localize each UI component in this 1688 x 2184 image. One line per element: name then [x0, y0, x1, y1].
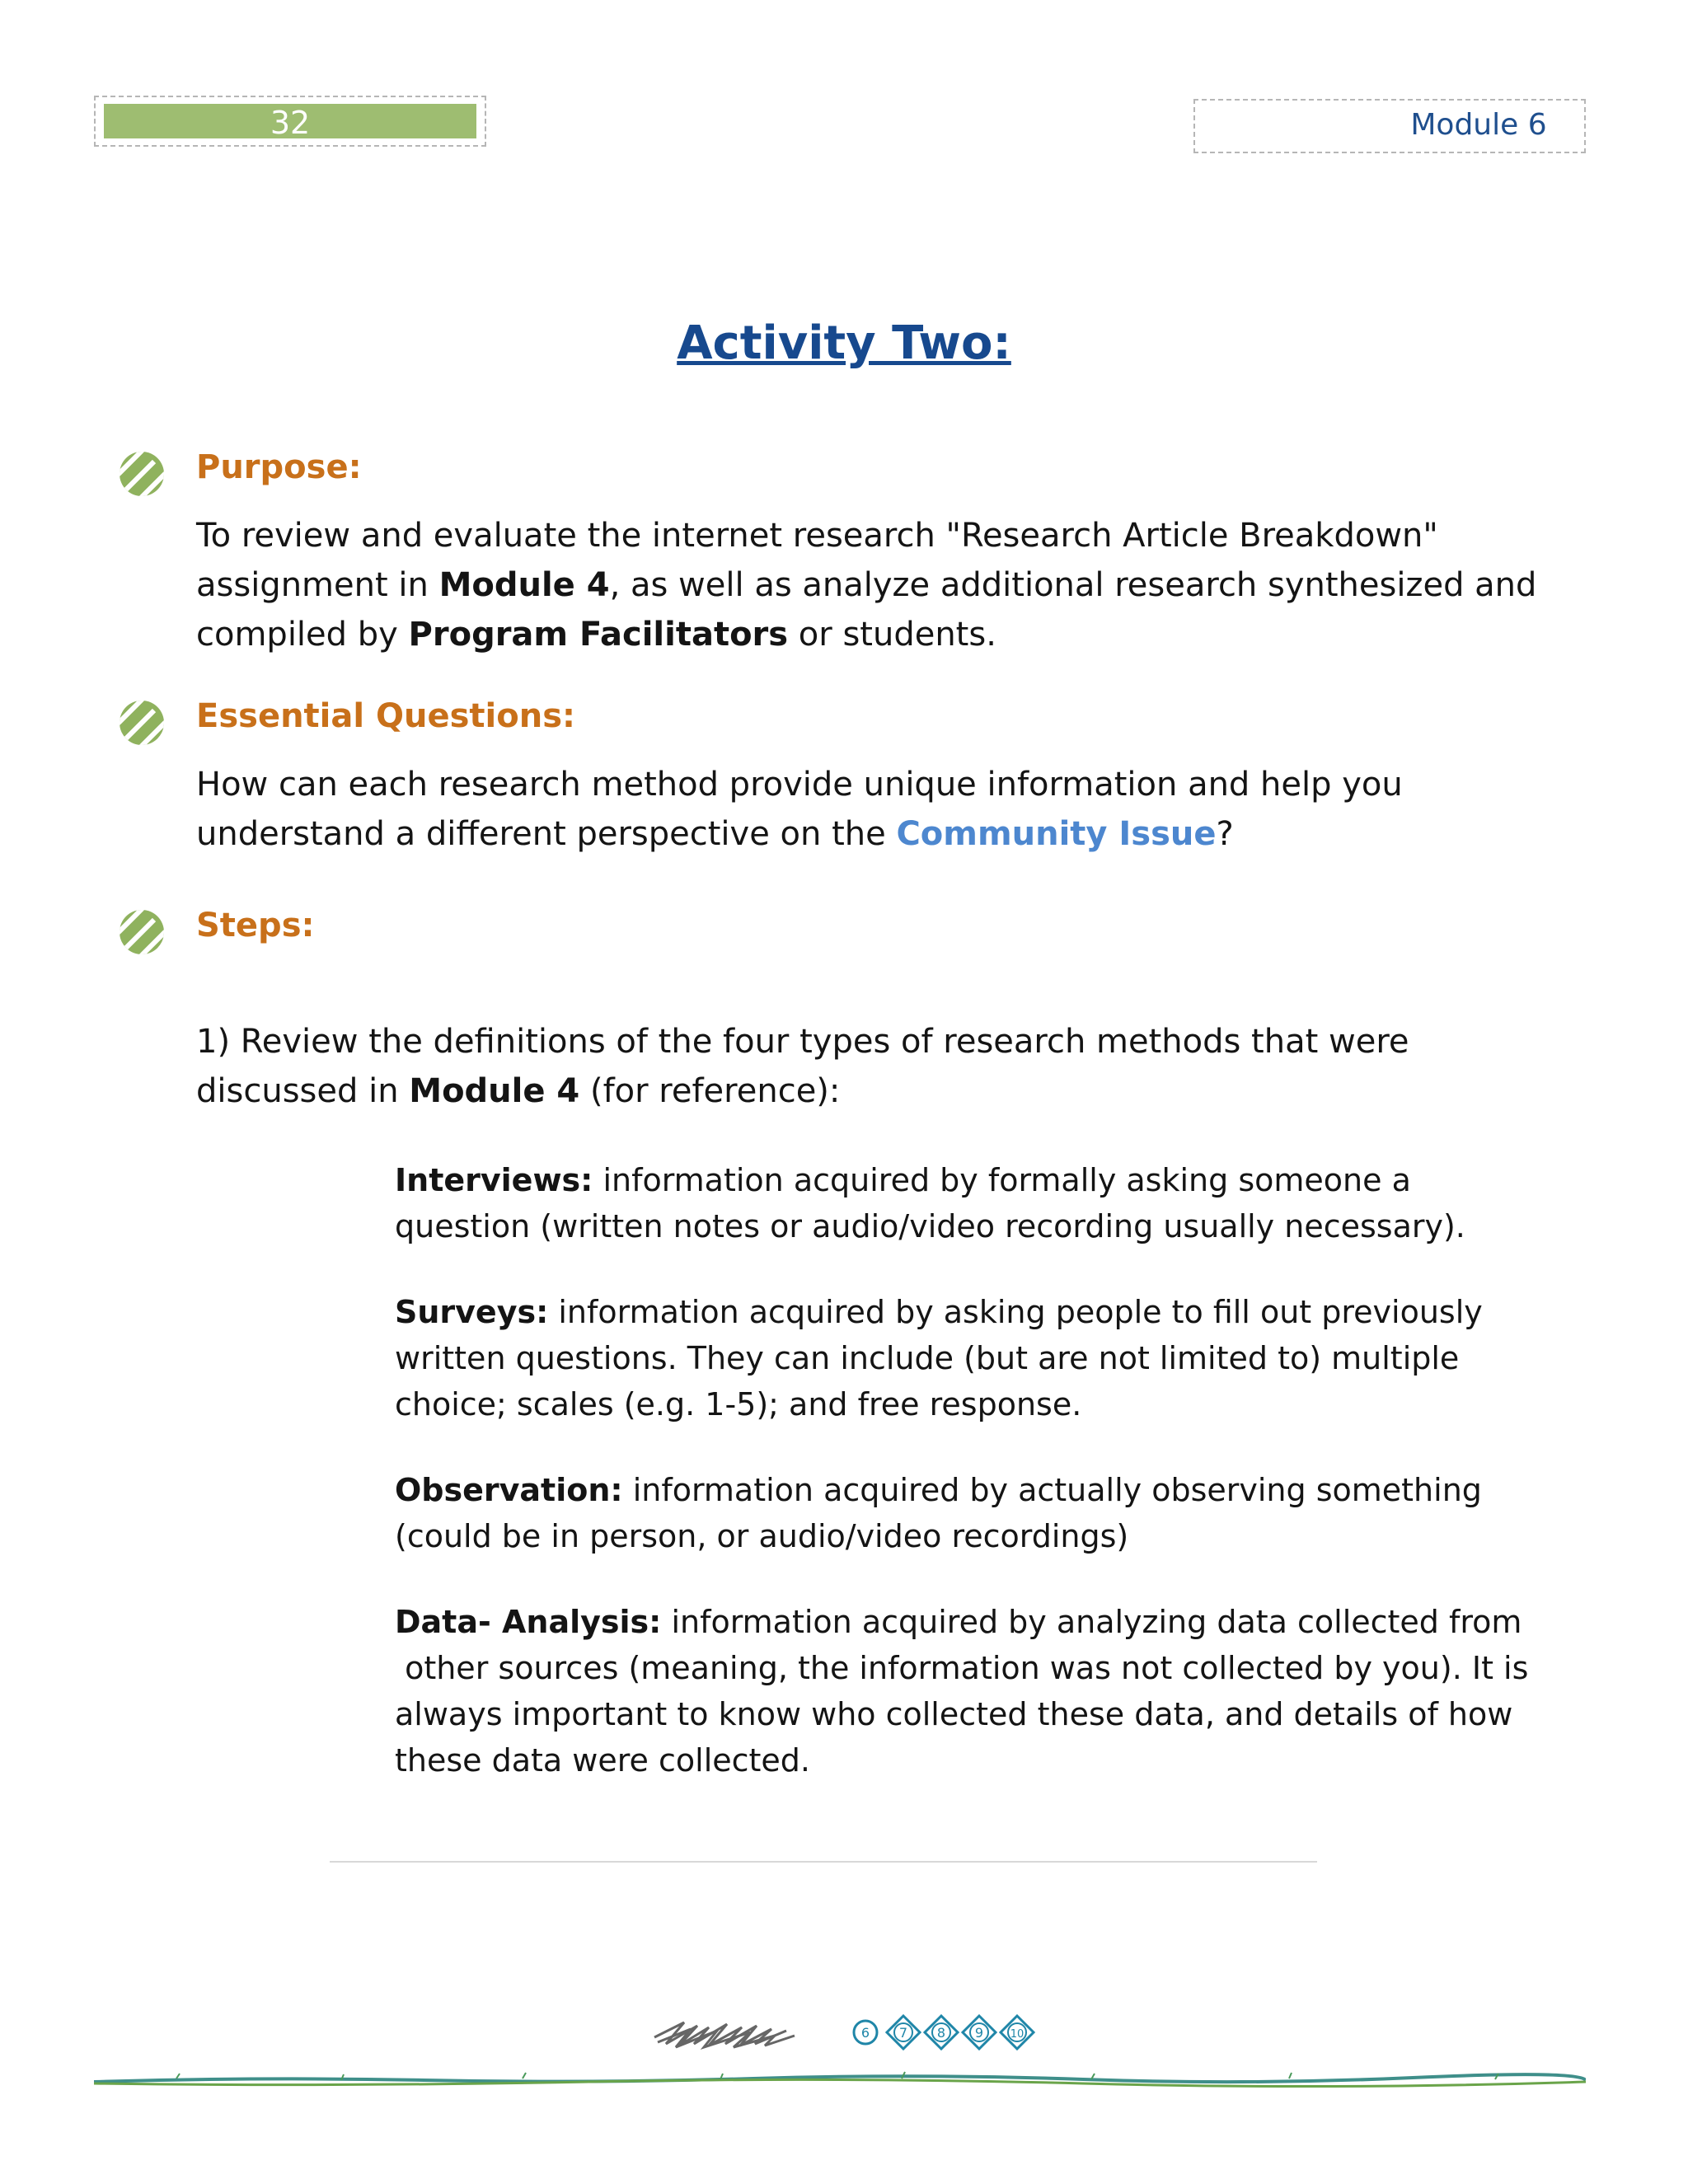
module-nav-label: 8 [936, 2025, 946, 2041]
definition-surveys: Surveys: information acquired by asking people to fill out previously written questions. They can include (but are not limited to) multiple choice; scales (e.g. 1-5); and free response. [395, 1294, 1483, 1422]
definition-term: Observation: [395, 1472, 623, 1508]
striped-bullet-icon [118, 450, 166, 498]
module-nav-label: 7 [898, 2025, 908, 2041]
module-nav-item-8[interactable] [925, 2016, 958, 2049]
community-issue-link[interactable]: Community Issue [896, 815, 1217, 853]
completed-modules-scribble-icon [654, 2022, 795, 2047]
definition-data-analysis: Data- Analysis: information acquired by analyzing data collected from other sources (meaning, the information was not collected by you). It is always important to know who collected these data, and details of how these data were collected. [395, 1604, 1529, 1779]
essential-questions-heading: Essential Questions: [196, 697, 576, 735]
definition-observation: Observation: information acquired by actually observing something (could be in person, or audio/video recordings) [395, 1472, 1482, 1554]
module-tab [1193, 99, 1586, 153]
module-progress-nav [651, 2004, 1047, 2057]
steps-heading: Steps: [196, 907, 315, 944]
definition-interviews: Interviews: information acquired by formally asking someone a question (written notes or audio/video recording usually necessary). [395, 1162, 1465, 1244]
page-number: 32 [104, 104, 476, 138]
module-nav-item-7[interactable] [887, 2016, 920, 2049]
definition-term: Interviews: [395, 1162, 593, 1198]
purpose-text: To review and evaluate the internet research "Research Article Breakdown" assignment in Module 4, as well as analyze additional research synthesized and compiled by Program Facilitators or students. [196, 517, 1537, 654]
module-nav-label: 9 [974, 2025, 984, 2041]
page-title: Activity Two: [677, 316, 1011, 370]
module-nav-item-6[interactable] [854, 2021, 877, 2044]
purpose-heading: Purpose: [196, 448, 362, 486]
module-nav-label: 6 [860, 2025, 870, 2041]
module-nav-item-9[interactable] [963, 2016, 996, 2049]
module-nav-item-10[interactable] [1001, 2016, 1034, 2049]
section-divider [330, 1861, 1317, 1863]
striped-bullet-icon [118, 699, 166, 747]
definition-term: Surveys: [395, 1294, 549, 1330]
page-number-tab [94, 96, 486, 147]
grass-ground-decoration [94, 2067, 1586, 2092]
module-nav-label: 10 [1010, 2028, 1025, 2041]
essential-questions-text: How can each research method provide unique information and help you understand a different perspective on the Community Issue? [196, 766, 1403, 853]
striped-bullet-icon [118, 908, 166, 956]
definition-term: Data- Analysis: [395, 1604, 662, 1640]
module-label: Module 6 [1410, 108, 1547, 142]
step-1-text: 1) Review the definitions of the four types of research methods that were discussed in Module 4 (for reference): [196, 1023, 1409, 1110]
